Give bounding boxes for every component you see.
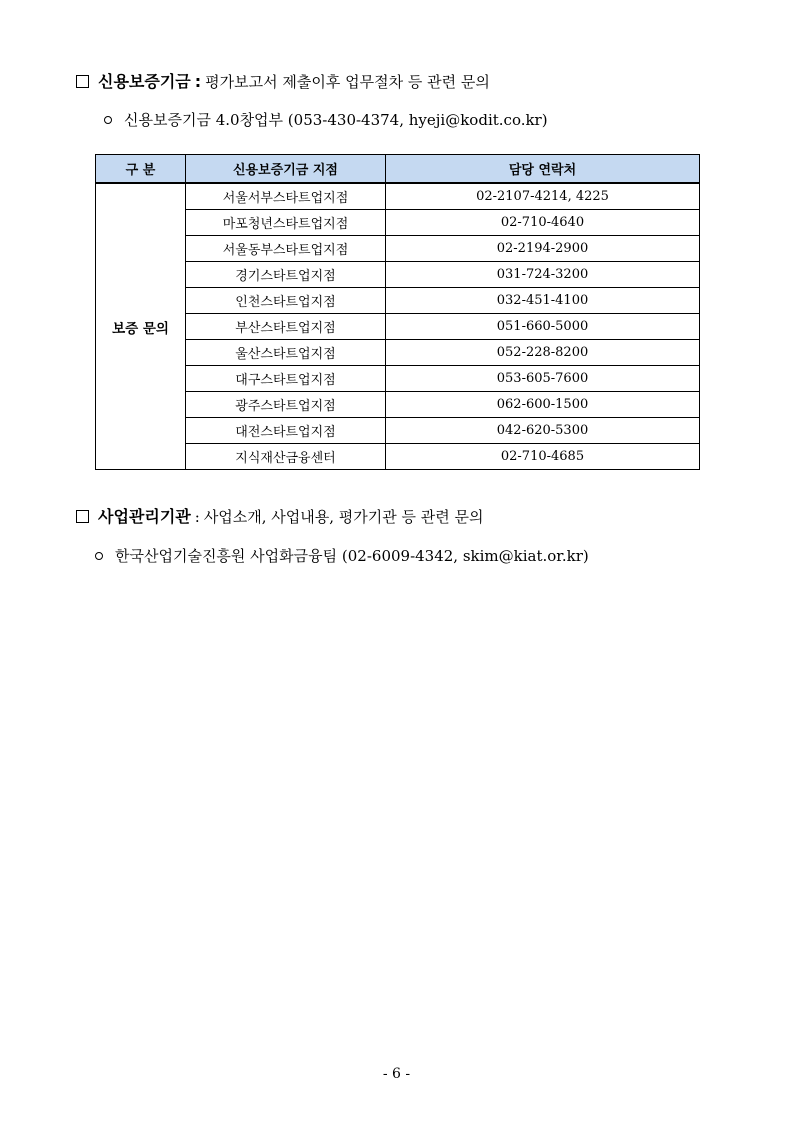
section-title: 사업관리기관 [98,507,191,526]
table-row [96,288,700,314]
branch-name: 인천스타트업지점 [186,288,386,314]
branch-name: 대전스타트업지점 [186,418,386,444]
group-label: 보증 문의 [96,183,186,470]
branch-name: 지식재산금융센터 [186,444,386,470]
table-row [96,210,700,236]
header-branch: 신용보증기금 지점 [186,155,386,184]
table-row [96,236,700,262]
branch-contact-table [95,154,700,470]
table-row [96,314,700,340]
circle-bullet-icon [95,552,103,560]
branch-phone: 02-2194-2900 [386,236,700,262]
table-row [96,183,700,210]
branch-name: 마포청년스타트업지점 [186,210,386,236]
header-contact: 담당 연락처 [386,155,700,184]
branch-name: 대구스타트업지점 [186,366,386,392]
section-description: 사업소개, 사업내용, 평가기관 등 관련 문의 [203,508,484,526]
table-row [96,366,700,392]
section-title: 신용보증기금 [98,72,191,91]
table-row [96,392,700,418]
branch-phone: 062-600-1500 [386,392,700,418]
section-separator: : [194,508,200,526]
branch-phone: 051-660-5000 [386,314,700,340]
branch-phone: 053-605-7600 [386,366,700,392]
branch-name: 부산스타트업지점 [186,314,386,340]
checkbox-square-icon [76,75,89,88]
section-heading-kodit [76,71,490,93]
branch-name: 경기스타트업지점 [186,262,386,288]
table-body [96,183,700,470]
branch-name: 서울동부스타트업지점 [186,236,386,262]
circle-bullet-icon [104,116,112,124]
branch-phone: 02-710-4685 [386,444,700,470]
branch-phone: 042-620-5300 [386,418,700,444]
table-header-row [96,155,700,184]
table-row [96,340,700,366]
branch-phone: 032-451-4100 [386,288,700,314]
checkbox-square-icon [76,510,89,523]
contact-line-kodit [104,109,548,131]
table-row [96,262,700,288]
branch-phone: 052-228-8200 [386,340,700,366]
branch-name: 울산스타트업지점 [186,340,386,366]
branch-phone: 02-2107-4214, 4225 [386,183,700,210]
section-separator: : [194,72,202,91]
table-row [96,418,700,444]
section-description: 평가보고서 제출이후 업무절차 등 관련 문의 [205,73,490,91]
header-category: 구 분 [96,155,186,184]
branch-name: 광주스타트업지점 [186,392,386,418]
branch-name: 서울서부스타트업지점 [186,183,386,210]
branch-phone: 02-710-4640 [386,210,700,236]
contact-line-kiat [95,545,589,567]
contact-text: 신용보증기금 4.0창업부 (053-430-4374, hyeji@kodit.co.kr) [124,111,548,129]
table-row [96,444,700,470]
section-heading-kiat [76,506,484,528]
page-number: - 6 - [382,1066,411,1082]
branch-phone: 031-724-3200 [386,262,700,288]
contact-text: 한국산업기술진흥원 사업화금융팀 (02-6009-4342, skim@kiat.or.kr) [115,547,589,565]
